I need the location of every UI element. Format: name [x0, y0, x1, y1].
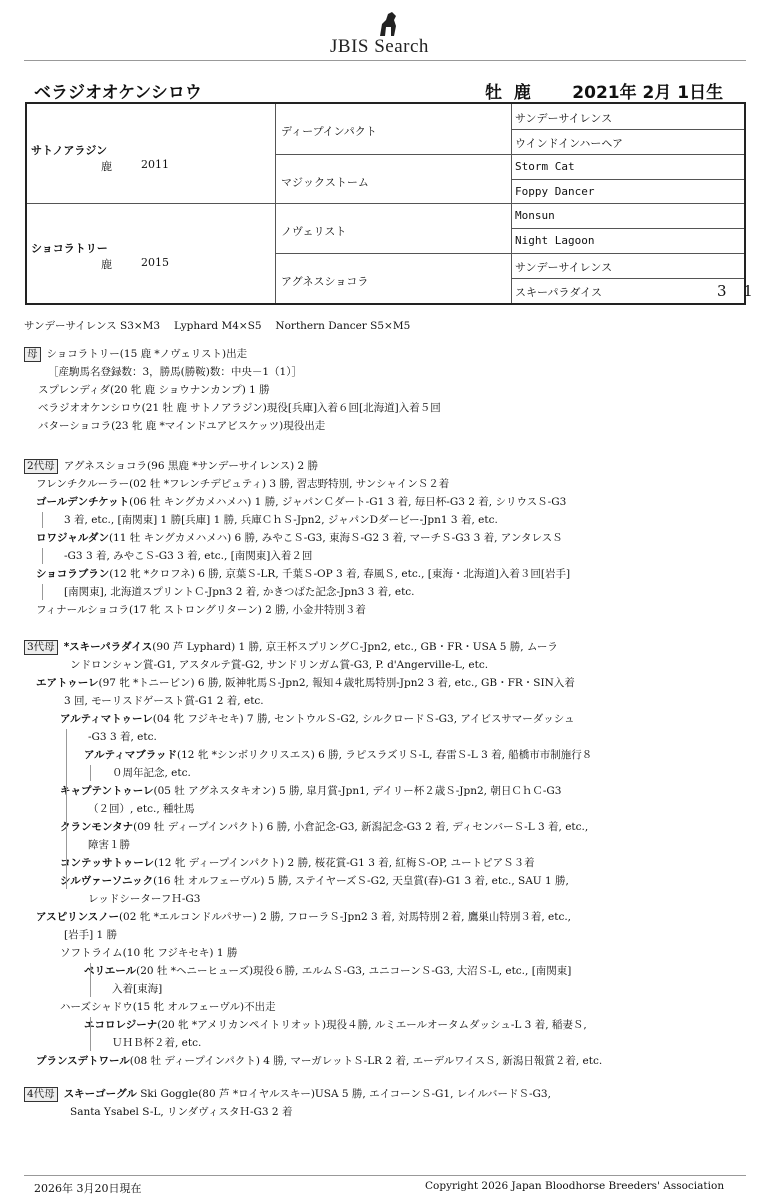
- g3-line: (20 牝 *アメリカンペイトリオット)現役４勝, ルミエールオータムダッシュ-L 3 着, 稲妻Ｓ,: [157, 1019, 587, 1031]
- g2-line: (12 牝 *クロフネ) 6 勝, 京葉Ｓ-LR, 千葉Ｓ-OP 3 着, 春風Ｓ, etc., [東海・北海道]入着３回[岩手]: [109, 568, 571, 580]
- dam-name[interactable]: ショコラトリー: [31, 242, 108, 255]
- divider: [511, 228, 744, 229]
- footer-divider: [24, 1175, 746, 1176]
- g3-line: （２回）, etc., 種牡馬: [88, 803, 195, 815]
- g4-line: Santa Ysabel S-L, リンダヴィスタＨ-G3 2 着: [70, 1106, 293, 1118]
- g3-line: -G3 3 着, etc.: [88, 731, 157, 743]
- sire-dam[interactable]: マジックストーム: [281, 176, 369, 189]
- dam-line: ［産駒馬名登録数：3，勝馬(勝鞍)数：中央－1（1）］: [48, 366, 302, 378]
- g3-line: ソフトライム(10 牝 フジキセキ) 1 勝: [60, 947, 238, 959]
- g2-horse[interactable]: ショコラブラン: [36, 568, 110, 580]
- g3-line: (90 芦 Lyphard) 1 勝, 京王杯スプリングＣ-Jpn2, etc., GB・FR・USA 5 勝, ムーラ: [152, 641, 558, 653]
- g3-line: (08 牡 ディープインパクト) 4 勝, マーガレットＳ-LR 2 着, エーデルワイスＳ, 新潟日報賞２着, etc.: [129, 1055, 603, 1067]
- g2-horse[interactable]: ロワジャルダン: [36, 532, 109, 544]
- divider: [27, 203, 744, 204]
- g3-horse[interactable]: ペリエール: [84, 965, 137, 977]
- footer-date: 2026年 3月20日現在: [34, 1182, 142, 1195]
- g3-horse[interactable]: アルティマトゥーレ: [60, 713, 153, 725]
- divider: [42, 584, 43, 600]
- divider: [42, 548, 43, 564]
- g3-line: [岩手] 1 勝: [64, 929, 118, 941]
- g3-line: 入着[東海]: [112, 983, 163, 995]
- g3-line: ＵＨＢ杯２着, etc.: [112, 1037, 202, 1049]
- sire-dam-dam[interactable]: Foppy Dancer: [515, 185, 595, 198]
- g3-line: レッドシーターフＨ-G3: [88, 893, 201, 905]
- header-divider: [24, 60, 746, 61]
- dam-dam-sire[interactable]: サンデーサイレンス: [515, 261, 613, 274]
- g3-line: (16 牡 オルフェーヴル) 5 勝, ステイヤーズＳ-G2, 天皇賞(春)-G1 3 着, etc., SAU 1 勝,: [153, 875, 569, 887]
- g3-line: (09 牡 ディープインパクト) 6 勝, 小倉記念-G3, 新潟記念-G3 2 着, ディセンバーＳ-L 3 着, etc.,: [133, 821, 589, 833]
- sire-color: 鹿: [101, 160, 112, 173]
- inbreeding-text: サンデーサイレンス S3×M3 Lyphard M4×S5 Northern Dancer S5×M5: [24, 320, 411, 332]
- g3-horse[interactable]: キャプテントゥーレ: [60, 785, 154, 797]
- sire-dam-sire[interactable]: Storm Cat: [515, 160, 575, 173]
- divider: [90, 765, 91, 781]
- g3-line: (04 牝 フジキセキ) 7 勝, セントウルＳ-G2, シルクロードＳ-G3, アイビスサマーダッシュ: [152, 713, 575, 725]
- g2-line: フレンチクルーラー(02 牡 *フレンチデピュティ) 3 勝, 習志野特別, サンシャインＳ２着: [36, 478, 450, 490]
- divider: [511, 278, 744, 279]
- sire-sire-dam[interactable]: ウインドインハーヘア: [515, 137, 624, 150]
- jbis-logo[interactable]: [300, 8, 475, 56]
- divider: [42, 512, 43, 528]
- divider: [90, 1017, 91, 1051]
- g3-line: ０周年記念, etc.: [112, 767, 191, 779]
- section-tag: 2代母: [24, 459, 58, 474]
- g3-line: (12 牝 *シンボリクリスエス) 6 勝, ラピスラズリＳ-L, 春雷Ｓ-L 3 着, 船橋市市制施行８: [177, 749, 593, 761]
- section-tag: 母: [24, 347, 41, 362]
- g3-line: (20 牡 *ヘニーヒューズ)現役６勝, エルムＳ-G3, ユニコーンＳ-G3, 大沼Ｓ-L, etc., [南関東]: [136, 965, 572, 977]
- dam-line: ベラジオオケンシロウ(21 牡 鹿 サトノアラジン)現役[兵庫]入着６回[北海道]入着５回: [38, 402, 441, 414]
- section-tag: 4代母: [24, 1087, 58, 1102]
- sire-sire-sire[interactable]: サンデーサイレンス: [515, 112, 613, 125]
- g3-horse[interactable]: エコロレジーナ: [84, 1019, 158, 1031]
- g4-line: Ski Goggle(80 芦 *ロイヤルスキー)USA 5 勝, エイコーンＳ-G1, レイルバードＳ-G3,: [136, 1088, 551, 1100]
- g2-line: (06 牡 キングカメハメハ) 1 勝, ジャパンＣダート-G1 3 着, 毎日杯-G3 2 着, シリウスＳ-G3: [129, 496, 567, 508]
- pedigree-table: [25, 102, 759, 305]
- g3-line: (97 牝 *トニービン) 6 勝, 阪神牝馬Ｓ-Jpn2, 報知４歳牝馬特別-Jpn2 3 着, etc., GB・FR・SIN入着: [98, 677, 575, 689]
- dam-sire-dam[interactable]: Night Lagoon: [515, 234, 595, 247]
- g3-line: (12 牝 ディープインパクト) 2 勝, 桜花賞-G1 3 着, 紅梅Ｓ-OP, ユートピアＳ３着: [154, 857, 535, 869]
- dam-line: バターショコラ(23 牝 鹿 *マインドユアビスケッツ)現役出走: [38, 420, 326, 432]
- g3-line: ンドロンシャン賞-G1, アスタルテ賞-G2, サンドリンガム賞-G3, P. d'Angerville-L, etc.: [70, 659, 489, 671]
- horse-sex: 牡: [485, 83, 502, 103]
- horse-birth: 2021年 2月 1日生: [572, 83, 724, 103]
- section-tag: 3代母: [24, 640, 58, 655]
- dam-line: ショコラトリー(15 鹿 *ノヴェリスト)出走: [46, 348, 248, 360]
- g3-line: (02 牝 *エルコンドルパサー) 2 勝, フローラＳ-Jpn2 3 着, 対馬特別２着, 鷹巣山特別３着, etc.,: [118, 911, 572, 923]
- dam-year: 2015: [141, 256, 169, 269]
- g2-line: (11 牡 キングカメハメハ) 6 勝, みやこＳ-G3, 東海Ｓ-G2 3 着, マーチＳ-G3 3 着, アンタレスＳ: [108, 532, 563, 544]
- g2-line: -G3 3 着, みやこＳ-G3 3 着, etc., [南関東]入着２回: [64, 550, 313, 562]
- g2-horse[interactable]: ゴールデンチケット: [36, 496, 130, 508]
- g3-horse[interactable]: シルヴァーソニック: [60, 875, 154, 887]
- g3-horse[interactable]: *スキーパラダイス: [63, 641, 153, 653]
- sire-sire[interactable]: ディープインパクト: [281, 125, 377, 138]
- g3-horse[interactable]: アスピリンスノー: [36, 911, 119, 923]
- g2-line: [南関東], 北海道スプリントＣ-Jpn3 2 着, かきつばた記念-Jpn3 3 着, etc.: [64, 586, 415, 598]
- g2-line: 3 着, etc., [南関東] 1 勝[兵庫] 1 勝, 兵庫ＣｈＳ-Jpn2, ジャパンDダービー-Jpn1 3 着, etc.: [64, 514, 498, 526]
- sire-year: 2011: [141, 158, 169, 171]
- g3-horse[interactable]: コンテッサトゥーレ: [60, 857, 155, 869]
- dam-sire[interactable]: ノヴェリスト: [281, 225, 347, 238]
- divider: [511, 129, 744, 130]
- horse-icon: [376, 10, 400, 38]
- dam-dam[interactable]: アグネスショコラ: [281, 275, 369, 288]
- divider: [275, 253, 744, 254]
- g3-line: 障害１勝: [88, 839, 130, 851]
- g3-line: ハーズシャドウ(15 牝 オルフェーヴル)不出走: [60, 1001, 276, 1013]
- g3-horse[interactable]: プランスデトワール: [36, 1055, 130, 1067]
- g3-line: (05 牡 アグネスタキオン) 5 勝, 皐月賞-Jpn1, デイリー杯２歳Ｓ-Jpn2, 朝日ＣｈＣ-G3: [153, 785, 562, 797]
- brand-text: JBIS Search: [330, 36, 429, 57]
- horse-name: ベラジオオケンシロウ: [34, 83, 202, 103]
- divider: [511, 179, 744, 180]
- divider: [90, 963, 91, 997]
- g4-horse[interactable]: スキーゴーグル: [63, 1088, 137, 1100]
- g3-horse[interactable]: エアトゥーレ: [36, 677, 99, 689]
- g2-line: アグネスショコラ(96 黒鹿 *サンデーサイレンス) 2 勝: [63, 460, 319, 472]
- horse-color: 鹿: [513, 83, 531, 103]
- dam-color: 鹿: [101, 258, 112, 271]
- divider: [66, 729, 67, 889]
- horse-info: [485, 78, 723, 103]
- footer-copyright: Copyright 2026 Japan Bloodhorse Breeders' Association: [425, 1180, 725, 1192]
- family-number: 3 1: [717, 282, 759, 300]
- dam-line: スプレンディダ(20 牝 鹿 ショウナンカンプ) 1 勝: [38, 384, 270, 396]
- g3-horse[interactable]: アルティマブラッド: [84, 749, 178, 761]
- g3-horse[interactable]: クランモンタナ: [60, 821, 134, 833]
- dam-dam-dam[interactable]: スキーパラダイス: [515, 286, 603, 299]
- dam-sire-sire[interactable]: Monsun: [515, 209, 555, 222]
- g3-line: 3 回, モーリスドゲースト賞-G1 2 着, etc.: [64, 695, 264, 707]
- divider: [275, 154, 744, 155]
- sire-name[interactable]: サトノアラジン: [31, 144, 108, 157]
- g2-line: フィナールショコラ(17 牝 ストロングリターン) 2 勝, 小金井特別３着: [36, 604, 366, 616]
